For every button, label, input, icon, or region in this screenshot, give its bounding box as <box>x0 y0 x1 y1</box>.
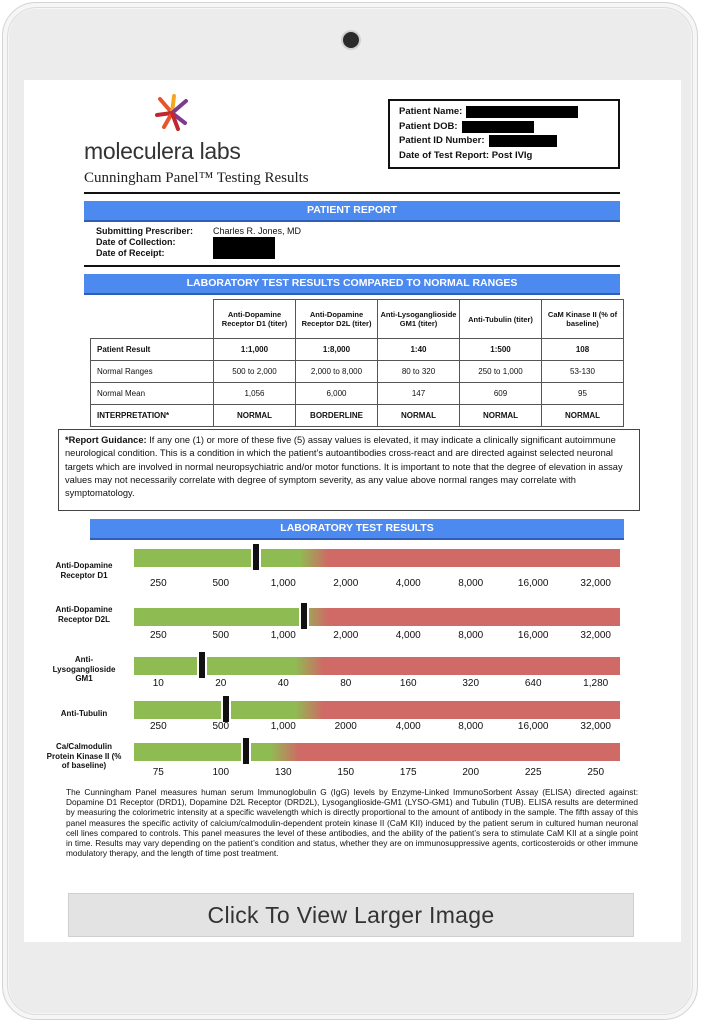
tick-label: 640 <box>524 678 542 689</box>
column-header: Anti-Dopamine Receptor D1 (titer) <box>214 300 296 339</box>
gauge-bar <box>134 657 620 675</box>
redaction-bar <box>213 237 275 259</box>
tick-label: 20 <box>215 678 227 689</box>
tick-label: 150 <box>337 767 355 778</box>
row-label: Normal Ranges <box>91 361 214 383</box>
tick-label: 8,000 <box>458 721 484 732</box>
column-header: Anti-Tubulin (titer) <box>460 300 542 339</box>
report-subtitle: Cunningham Panel™ Testing Results <box>84 170 309 186</box>
prescriber-value: Charles R. Jones, MD <box>213 226 302 236</box>
patient-dob-row <box>399 120 618 135</box>
tick-label: 4,000 <box>395 578 421 589</box>
tick-label: 2,000 <box>333 630 359 641</box>
tick-label: 32,000 <box>580 630 611 641</box>
table-cell: 1:500 <box>460 339 542 361</box>
tick-label: 130 <box>274 767 292 778</box>
redaction-bar <box>489 135 557 147</box>
table-cell: NORMAL <box>214 405 296 427</box>
tick-label: 250 <box>587 767 605 778</box>
column-header: CaM Kinase II (% of baseline) <box>542 300 624 339</box>
table-cell: NORMAL <box>460 405 542 427</box>
table-header-row <box>91 300 624 339</box>
tick-label: 175 <box>399 767 417 778</box>
tick-label: 2000 <box>334 721 357 732</box>
tick-label: 250 <box>149 721 167 732</box>
gauge-bar <box>134 549 620 567</box>
result-marker <box>299 603 309 629</box>
divider <box>84 192 620 194</box>
gauge-ticks <box>134 630 620 642</box>
row-label: Normal Mean <box>91 383 214 405</box>
report-guidance-box <box>58 429 640 511</box>
tick-label: 16,000 <box>517 721 549 732</box>
tick-label: 500 <box>212 630 230 641</box>
bar-label: Anti-Tubulin <box>60 709 108 718</box>
tick-label: 1,000 <box>270 630 296 641</box>
results-comparison-table <box>90 299 624 427</box>
bar-label: Anti-Dopamine Receptor D2L <box>55 605 113 624</box>
column-header: Anti-Dopamine Receptor D2L (titer) <box>296 300 378 339</box>
tick-label: 500 <box>212 721 230 732</box>
moleculera-logo-icon <box>152 93 192 133</box>
row-label: INTERPRETATION* <box>91 405 214 427</box>
patient-name-row <box>399 105 618 120</box>
gauge-bar <box>134 701 620 719</box>
row-label: Patient Result <box>91 339 214 361</box>
tick-label: 160 <box>399 678 417 689</box>
table-row <box>91 361 624 383</box>
table-cell: 1:1,000 <box>214 339 296 361</box>
tick-label: 100 <box>212 767 230 778</box>
tick-label: 8,000 <box>458 630 484 641</box>
gauge-ticks <box>134 767 620 779</box>
table-cell: BORDERLINE <box>296 405 378 427</box>
view-larger-image-button[interactable]: Click To View Larger Image <box>68 893 634 937</box>
tick-label: 1,000 <box>270 578 296 589</box>
panel-description: The Cunningham Panel measures human serum Immunoglobulin G (IgG) levels by Enzyme-Linked ImmunoSorbent Assay (ELISA) directed against: Dopamine D1 Receptor (DRD1), Dopamine D2L Receptor (DRD2L), Lysoganglioside-GM1 (LYSO-GM1) and Tubulin (TUB). ELISA results are determined by measuring the colorimetric intensity at a specific wavelength which is directly proportional to the amount of antibody in the sample. The fifth assay of this panel measures the specific activity of calcium/calmodulin-dependent protein kinase II (CaM KII) induced by the patient serum in cultured human neuronal cell lines compared to controls. This panel measures the level of these antibodies, and the ability of the patient’s sera to stimulate CaM KII at a single point in time. Results may vary depending on the patient’s condition and status, whether they are on immunosuppressive agents, corticosteroids or other immune modulatory therapy, and the length of time post treatment. <box>66 787 638 859</box>
tick-label: 1,000 <box>270 721 296 732</box>
results-header: LABORATORY TEST RESULTS <box>90 519 624 540</box>
table-cell: 2,000 to 8,000 <box>296 361 378 383</box>
patient-id-label: Patient ID Number: <box>399 135 485 146</box>
result-marker <box>251 544 261 570</box>
table-row <box>91 383 624 405</box>
patient-name-label: Patient Name: <box>399 106 463 117</box>
tick-label: 250 <box>149 578 167 589</box>
table-row <box>91 339 624 361</box>
table-row <box>91 405 624 427</box>
table-cell: NORMAL <box>542 405 624 427</box>
prescriber-label: Submitting Prescriber: <box>96 226 194 236</box>
gauge-bar <box>134 608 620 626</box>
table-corner <box>91 300 214 339</box>
table-cell: 147 <box>378 383 460 405</box>
divider <box>84 265 620 267</box>
gauge-ticks <box>134 678 620 690</box>
table-cell: 108 <box>542 339 624 361</box>
tick-label: 2,000 <box>333 578 359 589</box>
tick-label: 10 <box>152 678 164 689</box>
receipt-date-label: Date of Receipt: <box>96 248 165 258</box>
guidance-text: If any one (1) or more of these five (5) assay values is elevated, it may indicate a clinically significant autoimmune neurological condition. This is a condition in which the patient’s autoantibodies cross-react and are directed against selected neuronal targets which are involved in normal neuropsychiatric and/or motor functions. It is important to note that the degree of elevation in assay values may not necessarily correlate with degree of symptom severity, as any value above normal ranges may correlate with symptomatology. <box>65 435 623 499</box>
table-cell: 95 <box>542 383 624 405</box>
table-cell: 1,056 <box>214 383 296 405</box>
table-cell: 80 to 320 <box>378 361 460 383</box>
table-cell: 1:40 <box>378 339 460 361</box>
tick-label: 500 <box>212 578 230 589</box>
redaction-bar <box>466 106 578 118</box>
tick-label: 8,000 <box>458 578 484 589</box>
table-cell: 53-130 <box>542 361 624 383</box>
gauge-bar <box>134 743 620 761</box>
result-marker <box>197 652 207 678</box>
patient-info-box <box>388 99 620 169</box>
report-date-label: Date of Test Report: Post IVIg <box>399 149 533 161</box>
tick-label: 16,000 <box>517 630 549 641</box>
collection-date-label: Date of Collection: <box>96 237 176 247</box>
table-cell: NORMAL <box>378 405 460 427</box>
tablet-screen <box>24 80 681 942</box>
redaction-bar <box>462 121 534 133</box>
table-cell: 250 to 1,000 <box>460 361 542 383</box>
tick-label: 250 <box>149 630 167 641</box>
table-cell: 609 <box>460 383 542 405</box>
table-cell: 1:8,000 <box>296 339 378 361</box>
tick-label: 4,000 <box>395 721 421 732</box>
tick-label: 4,000 <box>395 630 421 641</box>
comparison-header: LABORATORY TEST RESULTS COMPARED TO NORMAL RANGES <box>84 274 620 295</box>
tick-label: 225 <box>524 767 542 778</box>
tick-label: 40 <box>277 678 289 689</box>
tick-label: 32,000 <box>580 721 611 732</box>
bar-label: Anti-Lysoganglioside GM1 <box>52 655 116 683</box>
tick-label: 80 <box>340 678 352 689</box>
guidance-lead: *Report Guidance: <box>65 435 147 445</box>
tick-label: 320 <box>462 678 480 689</box>
company-name: moleculera labs <box>84 138 241 164</box>
table-cell: 500 to 2,000 <box>214 361 296 383</box>
tablet-camera <box>343 32 359 48</box>
patient-report-header: PATIENT REPORT <box>84 201 620 222</box>
tick-label: 200 <box>462 767 480 778</box>
table-cell: 6,000 <box>296 383 378 405</box>
result-marker <box>221 696 231 722</box>
tick-label: 16,000 <box>517 578 549 589</box>
gauge-ticks <box>134 721 620 733</box>
result-marker <box>241 738 251 764</box>
tick-label: 75 <box>152 767 164 778</box>
patient-dob-label: Patient DOB: <box>399 120 458 132</box>
tick-label: 32,000 <box>580 578 611 589</box>
tick-label: 1,280 <box>583 678 609 689</box>
report-date-row <box>399 149 618 164</box>
column-header: Anti-Lysoganglioside GM1 (titer) <box>378 300 460 339</box>
gauge-ticks <box>134 578 620 590</box>
bar-label: Ca/Calmodulin Protein Kinase II (% of baseline) <box>46 742 122 770</box>
patient-id-row <box>399 134 618 149</box>
bar-label: Anti-Dopamine Receptor D1 <box>55 561 113 580</box>
